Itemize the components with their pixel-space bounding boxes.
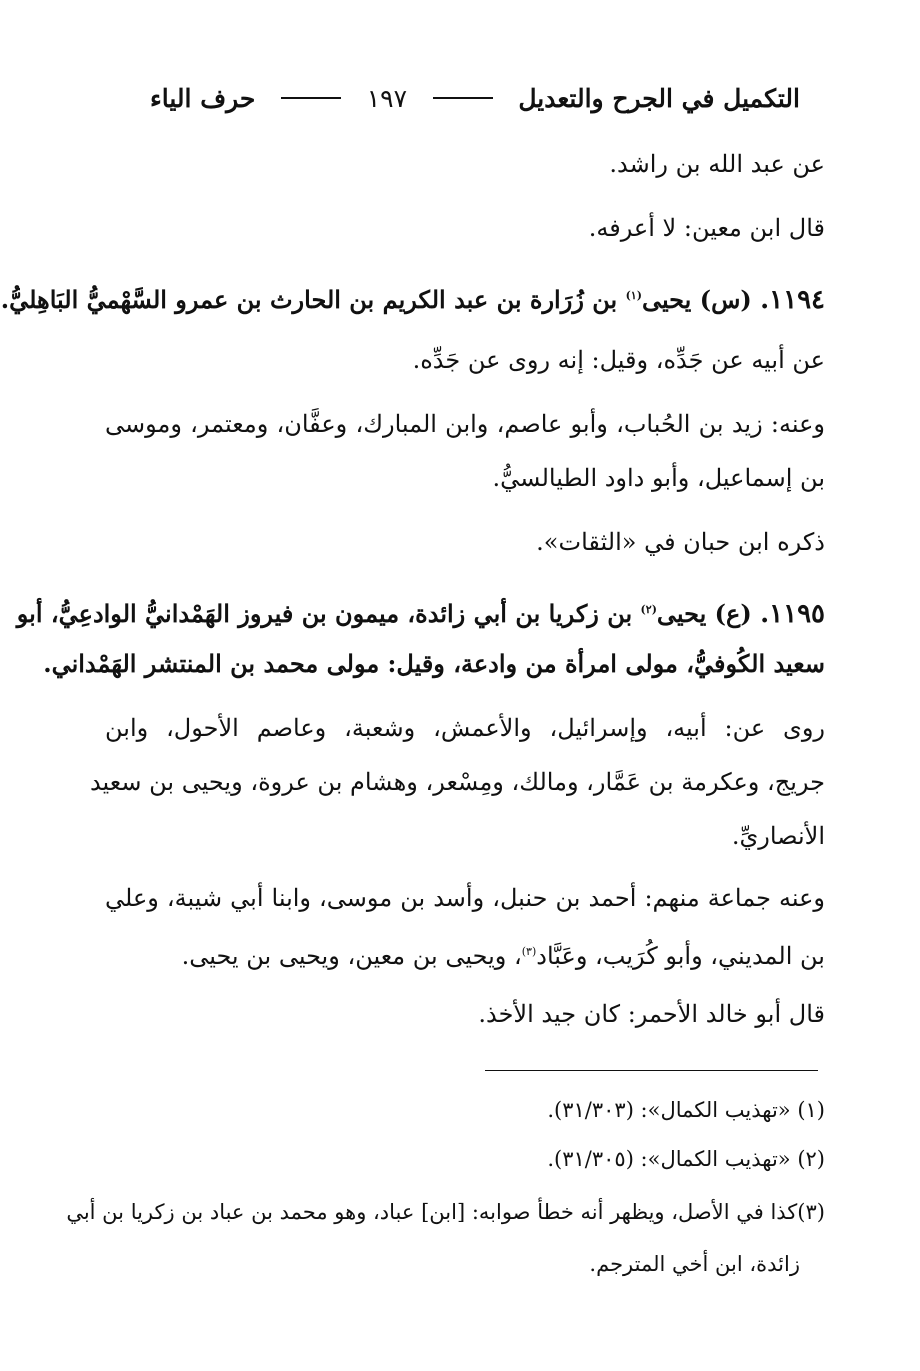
- footnote-ref: (٢): [640, 603, 657, 616]
- entry-name: (س) يحيى: [641, 285, 752, 314]
- text-line: الأنصاريِّ.: [731, 822, 825, 850]
- footnote-2: (٢) «تهذيب الكمال»: (٣١/٣٠٥).: [547, 1147, 825, 1171]
- text-line: وعنه جماعة منهم: أحمد بن حنبل، وأسد بن موسى، وابنا أبي شيبة، وعلي: [105, 884, 825, 912]
- footnote-1: (١) «تهذيب الكمال»: (٣١/٣٠٣).: [547, 1098, 825, 1122]
- entry-lineage: بن زكريا بن أبي زائدة، ميمون بن فيروز الهَمْدانيُّ الوادعِيُّ، أبو: [16, 599, 633, 628]
- header-rule: [433, 97, 493, 99]
- text-line: بن إسماعيل، وأبو داود الطيالسيُّ.: [492, 464, 825, 492]
- text-line: جريج، وعكرمة بن عَمَّار، ومالك، ومِسْعر، وهشام بن عروة، ويحيى بن سعيد: [89, 768, 825, 796]
- footnote-separator: [485, 1070, 818, 1071]
- footnote-3-cont: زائدة، ابن أخي المترجم.: [589, 1252, 800, 1276]
- entry-heading-cont: سعيد الكُوفيُّ، مولى امرأة من وادعة، وقيل: مولى محمد بن المنتشر الهَمْداني.: [43, 649, 825, 678]
- page-number: ١٩٧: [366, 83, 408, 113]
- entry-heading-1195: [16, 592, 825, 632]
- footnote-3: (٣)كذا في الأصل، ويظهر أنه خطأ صوابه: [ابن] عباد، وهو محمد بن عباد بن زكريا بن أبي: [66, 1200, 825, 1224]
- header-rule: [281, 97, 341, 99]
- text-segment: ، ويحيى بن معين، ويحيى بن يحيى.: [181, 942, 522, 970]
- entry-number: ١١٩٥.: [760, 599, 825, 629]
- entry-heading-1194: [0, 278, 825, 318]
- text-line: [105, 934, 825, 974]
- text-segment: بن المديني، وأبو كُرَيب، وعَبَّاد: [536, 942, 825, 970]
- entry-lineage: بن زُرَارة بن عبد الكريم بن الحارث بن عمرو السَّهْميُّ البَاهِليُّ.: [0, 285, 618, 314]
- entry-number: ١١٩٤.: [760, 285, 825, 315]
- text-line: وعنه: زيد بن الحُباب، وأبو عاصم، وابن المبارك، وعفَّان، ومعتمر، وموسى: [105, 410, 825, 438]
- text-line: ذكره ابن حبان في «الثقات».: [536, 528, 825, 556]
- section-title: حرف الياء: [150, 83, 256, 113]
- text-line: قال ابن معين: لا أعرفه.: [588, 214, 825, 242]
- footnote-ref: (٣): [521, 945, 537, 958]
- text-line: روى عن: أبيه، وإسرائيل، والأعمش، وشعبة، وعاصم الأحول، وابن: [105, 714, 825, 742]
- footnote-ref: (١): [625, 289, 642, 302]
- text-line: عن أبيه عن جَدِّه، وقيل: إنه روى عن جَدِّه.: [412, 346, 825, 374]
- running-header: [150, 78, 800, 118]
- entry-name: (ع) يحيى: [656, 599, 752, 628]
- text-line: قال أبو خالد الأحمر: كان جيد الأخذ.: [478, 1000, 825, 1028]
- text-line: عن عبد الله بن راشد.: [609, 150, 825, 178]
- book-title: التكميل في الجرح والتعديل: [518, 83, 800, 113]
